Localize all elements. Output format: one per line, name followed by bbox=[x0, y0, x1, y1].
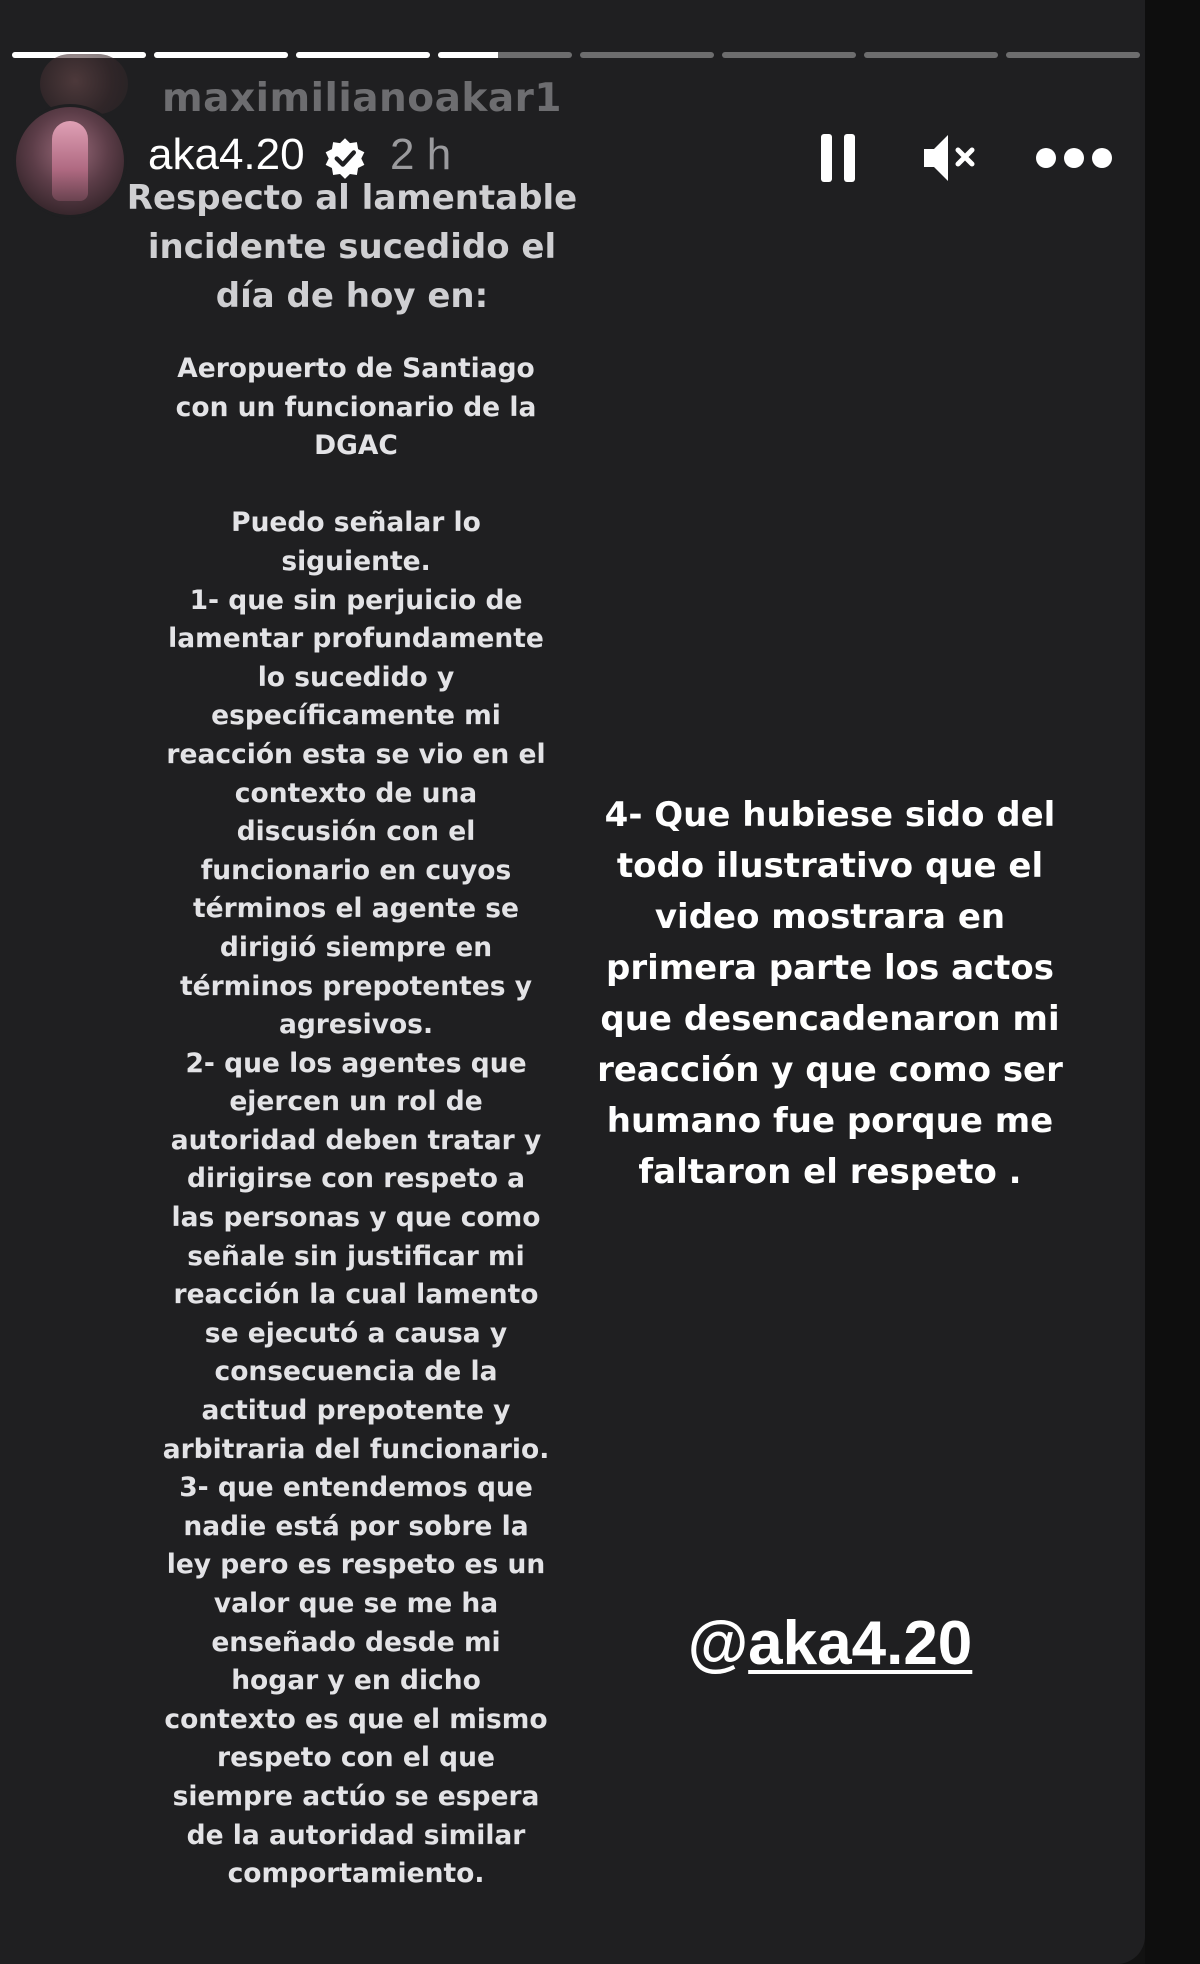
mention-at-sign: @ bbox=[687, 1609, 749, 1678]
more-options-icon[interactable] bbox=[1035, 143, 1113, 173]
statement-body: Aeropuerto de Santiago con un funcionario de la DGAC Puedo señalar lo siguiente. 1- que sin perjuicio de lamentar profundamente lo sucedido y específicamente mi reacción esta se vio en el contexto de una discusión con el funcionario en cuyos términos el agente se dirigió siempre en términos prepotentes y agresivos. 2- que los agentes que ejercen un rol de autoridad deben tratar y dirigirse con respeto a las personas y que como señale sin justificar mi reacción la cual lamento se ejecutó a causa y consecuencia de la actitud prepotente y arbitraria del funcionario. 3- que entendemos que nadie está por sobre la ley pero es respeto es un valor que se me ha enseñado desde mi hogar y en dicho contexto es que el mismo respeto con el que siempre actúo se espera de la autoridad similar comportamiento. bbox=[162, 353, 550, 1890]
story-username[interactable]: aka4.20 bbox=[148, 130, 305, 179]
reposter-username[interactable]: maximilianoakar1 bbox=[162, 76, 563, 121]
progress-segment bbox=[722, 52, 856, 58]
story-progress-bar bbox=[12, 52, 1140, 60]
mention-sticker[interactable] bbox=[630, 1608, 1030, 1679]
progress-segment bbox=[438, 52, 572, 58]
pause-icon[interactable] bbox=[818, 132, 858, 184]
mention-handle[interactable]: aka4.20 bbox=[748, 1609, 973, 1678]
avatar-figure bbox=[52, 121, 88, 201]
progress-segment bbox=[1006, 52, 1140, 58]
progress-segment-fill bbox=[154, 52, 288, 58]
progress-segment bbox=[154, 52, 288, 58]
next-story-edge[interactable] bbox=[1145, 0, 1200, 1964]
progress-segment bbox=[296, 52, 430, 58]
statement-heading: Respecto al lamentable incidente sucedido el día de hoy en: bbox=[126, 178, 578, 316]
mute-icon[interactable] bbox=[920, 130, 980, 186]
progress-segment bbox=[580, 52, 714, 58]
statement-point-4: 4- Que hubiese sido del todo ilustrativo que el video mostrara en primera parte los actos que desencadenaron mi reacción y que como ser humano fue porque me faltaron el respeto . bbox=[597, 795, 1063, 1192]
post-time: 2 h bbox=[390, 130, 452, 179]
progress-segment-fill bbox=[438, 52, 498, 58]
avatar[interactable] bbox=[13, 104, 127, 218]
progress-segment-fill bbox=[296, 52, 430, 58]
progress-segment bbox=[864, 52, 998, 58]
